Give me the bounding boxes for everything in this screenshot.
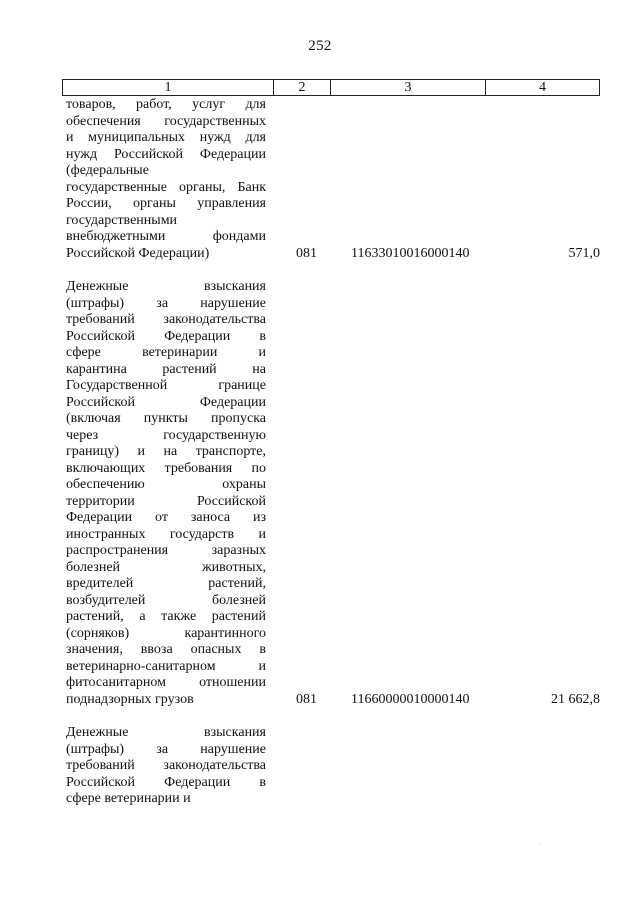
description-line: сфере ветеринарии и	[66, 345, 266, 360]
description-line: (штрафы) за нарушение	[66, 295, 266, 311]
table-row	[66, 279, 600, 708]
description-line: нужд Российской Федерации	[66, 146, 266, 162]
description-line: Российской Федерации)	[66, 245, 210, 261]
description-line: растений, а также растений	[66, 609, 266, 624]
description-line: (штрафы) за нарушение	[66, 741, 266, 757]
description-line: обеспечения государственных	[66, 113, 266, 129]
description-line: России, органы управления	[66, 196, 266, 211]
description-line: поднадзорных грузов	[66, 691, 194, 707]
table-row	[66, 97, 600, 262]
description-line: требований законодательства	[66, 758, 266, 773]
description-line: фитосанитарном отношении	[66, 675, 266, 690]
description-line: требований законодательства	[66, 312, 266, 327]
column-header-1: 1	[164, 80, 172, 95]
description-line: возбудителей болезней	[66, 592, 266, 608]
description-line: территории Российской	[66, 493, 266, 509]
table-body	[66, 97, 600, 808]
description-line: вредителей растений,	[66, 576, 266, 591]
description-line: (федеральные	[66, 163, 149, 178]
row-amount: 21 662,8	[551, 691, 600, 707]
description-line: болезней животных,	[66, 559, 266, 575]
description-line: Российской Федерации	[66, 394, 266, 410]
description-line: сфере ветеринарии и	[66, 791, 191, 806]
row-description	[66, 279, 266, 708]
row-kbk: 11633010016000140	[351, 245, 470, 261]
description-line: ветеринарно-санитарном и	[66, 658, 266, 674]
description-line: и муниципальных нужд для	[66, 130, 266, 145]
description-line: Российской Федерации в	[66, 328, 266, 344]
description-line: государственными	[66, 212, 178, 228]
row-code: 081	[296, 691, 317, 707]
row-description	[66, 725, 266, 808]
description-line: (включая пункты пропуска	[66, 411, 266, 426]
table-row	[66, 725, 600, 808]
description-line: Государственной границе	[66, 378, 266, 393]
table-header-row	[62, 79, 600, 96]
description-line: (сорняков) карантинного	[66, 625, 266, 641]
description-line: границу) и на транспорте,	[66, 444, 266, 459]
description-line: Федерации от заноса из	[66, 510, 266, 525]
row-code: 081	[296, 245, 317, 261]
column-header-2: 2	[273, 80, 330, 95]
row-kbk: 11660000010000140	[351, 691, 470, 707]
description-line: Денежные взыскания	[66, 725, 266, 740]
row-description	[66, 97, 266, 262]
description-line: Денежные взыскания	[66, 279, 266, 294]
column-header-4: 4	[485, 80, 599, 95]
description-line: карантина растений на	[66, 361, 266, 377]
description-line: иностранных государств и	[66, 526, 266, 542]
description-line: внебюджетными фондами	[66, 229, 266, 244]
row-amount: 571,0	[568, 245, 600, 261]
description-line: через государственную	[66, 427, 266, 443]
description-line: Российской Федерации в	[66, 774, 266, 790]
page-number: 252	[308, 38, 332, 54]
description-line: распространения заразных	[66, 543, 266, 558]
description-line: обеспечению охраны	[66, 477, 266, 492]
description-line: включающих требования по	[66, 460, 266, 476]
column-header-3: 3	[330, 80, 485, 95]
scan-speck	[540, 844, 541, 845]
description-line: значения, ввоза опасных в	[66, 642, 266, 657]
description-line: товаров, работ, услуг для	[66, 97, 266, 112]
description-line: государственные органы, Банк	[66, 179, 266, 195]
